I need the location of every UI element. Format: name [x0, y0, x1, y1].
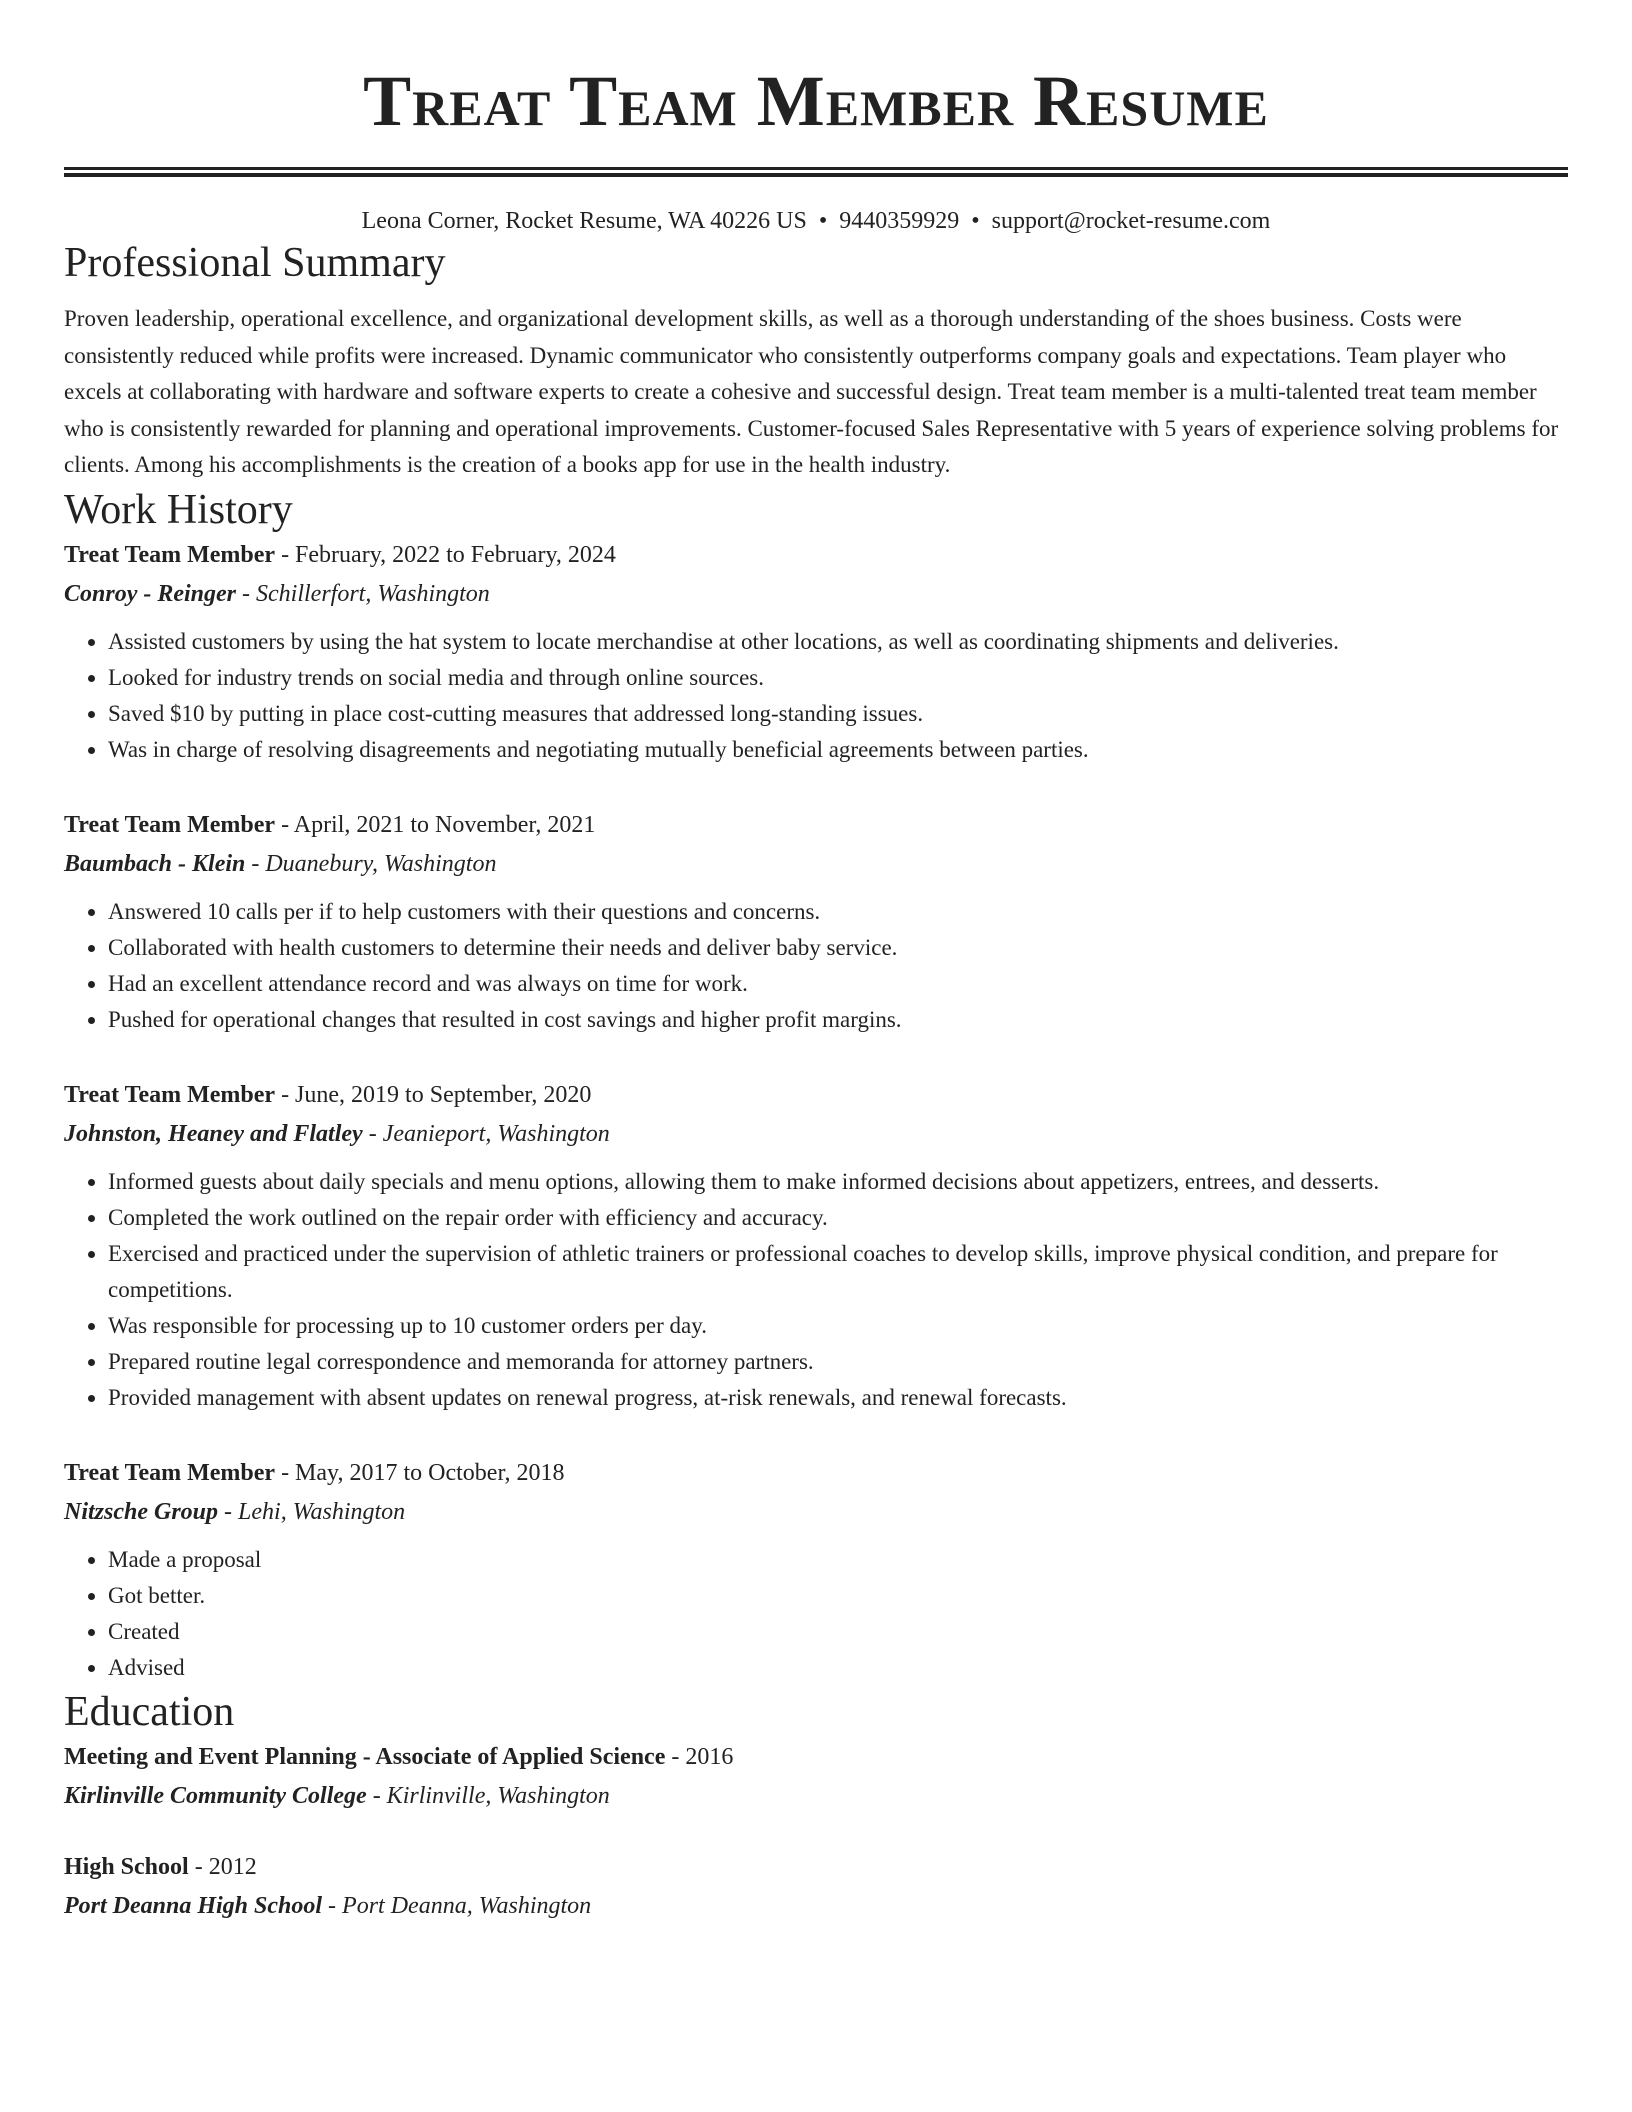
- education-degree-line: [64, 1738, 1568, 1777]
- list-item: • Pushed for operational changes that resulted in cost savings and higher profit margins.: [108, 1002, 1568, 1038]
- job-company-line: [64, 575, 1568, 614]
- job-title: Treat Team Member: [64, 541, 276, 568]
- education-location: - Port Deanna, Washington: [322, 1892, 592, 1919]
- list-item: • Completed the work outlined on the repair order with efficiency and accuracy.: [108, 1200, 1568, 1236]
- education-school: Kirlinville Community College: [64, 1782, 367, 1809]
- summary-heading: Professional Summary: [64, 240, 446, 286]
- job-dates: - June, 2019 to September, 2020: [275, 1081, 592, 1108]
- list-item: • Created: [108, 1614, 1568, 1650]
- job-entry: [64, 1454, 1568, 1686]
- list-item: • Informed guests about daily specials and menu options, allowing them to make informed decisions about appetizers, entrees, and desserts.: [108, 1164, 1568, 1200]
- contact-line: [64, 205, 1568, 237]
- job-company: Conroy - Reinger: [64, 580, 237, 607]
- job-title: Treat Team Member: [64, 1081, 276, 1108]
- work-history-list: [64, 536, 1568, 1686]
- education-entry: [64, 1738, 1568, 1816]
- job-title: Treat Team Member: [64, 1459, 276, 1486]
- list-item: • Prepared routine legal correspondence and memoranda for attorney partners.: [108, 1344, 1568, 1380]
- job-company-line: [64, 1115, 1568, 1154]
- job-dates: - February, 2022 to February, 2024: [275, 541, 616, 568]
- job-company: Nitzsche Group: [64, 1498, 219, 1525]
- job-dates: - May, 2017 to October, 2018: [275, 1459, 565, 1486]
- job-entry: [64, 536, 1568, 768]
- contact-phone: 9440359929: [839, 208, 960, 234]
- education-degree: High School: [64, 1853, 189, 1880]
- list-item: • Exercised and practiced under the supervision of athletic trainers or professional coaches to develop skills, improve physical condition, and prepare for competitions.: [108, 1236, 1568, 1308]
- resume-title: Treat Team Member Resume: [363, 61, 1269, 141]
- title-double-rule: [64, 167, 1568, 177]
- job-bullets: [64, 894, 1568, 1038]
- list-item: • Was in charge of resolving disagreements and negotiating mutually beneficial agreements between parties.: [108, 732, 1568, 768]
- education-school-line: [64, 1887, 1568, 1926]
- job-entry: [64, 806, 1568, 1038]
- job-title-line: [64, 1076, 1568, 1115]
- job-company: Baumbach - Klein: [64, 850, 246, 877]
- contact-address: Leona Corner, Rocket Resume, WA 40226 US: [361, 208, 807, 234]
- list-item: • Assisted customers by using the hat system to locate merchandise at other locations, as well as coordinating shipments and deliveries.: [108, 624, 1568, 660]
- contact-separator: •: [818, 208, 828, 234]
- work-history-heading: Work History: [64, 486, 293, 533]
- job-dates: - April, 2021 to November, 2021: [275, 811, 596, 838]
- job-bullets: [64, 1164, 1568, 1416]
- education-heading: Education: [64, 1688, 235, 1735]
- job-entry: [64, 1076, 1568, 1416]
- job-bullets: [64, 624, 1568, 768]
- list-item: • Provided management with absent updates on renewal progress, at-risk renewals, and renewal forecasts.: [108, 1380, 1568, 1416]
- list-item: • Collaborated with health customers to determine their needs and deliver baby service.: [108, 930, 1568, 966]
- job-bullets: [64, 1542, 1568, 1686]
- job-title-line: [64, 536, 1568, 575]
- job-company-line: [64, 1493, 1568, 1532]
- list-item: • Saved $10 by putting in place cost-cutting measures that addressed long-standing issues.: [108, 696, 1568, 732]
- education-degree: Meeting and Event Planning - Associate of Applied Science: [64, 1743, 666, 1770]
- job-title-line: [64, 806, 1568, 845]
- list-item: • Was responsible for processing up to 10 customer orders per day.: [108, 1308, 1568, 1344]
- job-location: - Lehi, Washington: [218, 1498, 406, 1525]
- list-item: • Looked for industry trends on social media and through online sources.: [108, 660, 1568, 696]
- list-item: • Answered 10 calls per if to help customers with their questions and concerns.: [108, 894, 1568, 930]
- education-list: [64, 1738, 1568, 1926]
- job-title-line: [64, 1454, 1568, 1493]
- job-title: Treat Team Member: [64, 811, 276, 838]
- job-company-line: [64, 845, 1568, 884]
- list-item: • Got better.: [108, 1578, 1568, 1614]
- job-location: - Schillerfort, Washington: [236, 580, 490, 607]
- list-item: • Had an excellent attendance record and was always on time for work.: [108, 966, 1568, 1002]
- contact-separator: •: [971, 208, 980, 234]
- job-location: - Duanebury, Washington: [245, 850, 497, 877]
- job-company: Johnston, Heaney and Flatley: [64, 1120, 363, 1147]
- education-entry: [64, 1848, 1568, 1926]
- education-school: Port Deanna High School: [64, 1892, 323, 1919]
- education-year: - 2012: [188, 1853, 257, 1880]
- education-year: - 2016: [665, 1743, 734, 1770]
- contact-email: support@rocket-resume.com: [991, 208, 1271, 234]
- education-school-line: [64, 1777, 1568, 1816]
- education-location: - Kirlinville, Washington: [366, 1782, 610, 1809]
- list-item: • Advised: [108, 1650, 1568, 1686]
- education-degree-line: [64, 1848, 1568, 1887]
- list-item: • Made a proposal: [108, 1542, 1568, 1578]
- summary-text: Proven leadership, operational excellence, and organizational development skills, as well as a thorough understanding of the shoes business. Costs were consistently reduced while profits were increased. Dynamic communicator who consistently outperforms company goals and expectations. Team player who excels at collaborating with hardware and software experts to create a cohesive and successful design. Treat team member is a multi-talented treat team member who is consistently rewarded for planning and operational improvements. Customer-focused Sales Representative with 5 years of experience solving problems for clients. Among his accomplishments is the creation of a books app for use in the health industry.: [64, 306, 1559, 477]
- job-location: - Jeanieport, Washington: [362, 1120, 610, 1147]
